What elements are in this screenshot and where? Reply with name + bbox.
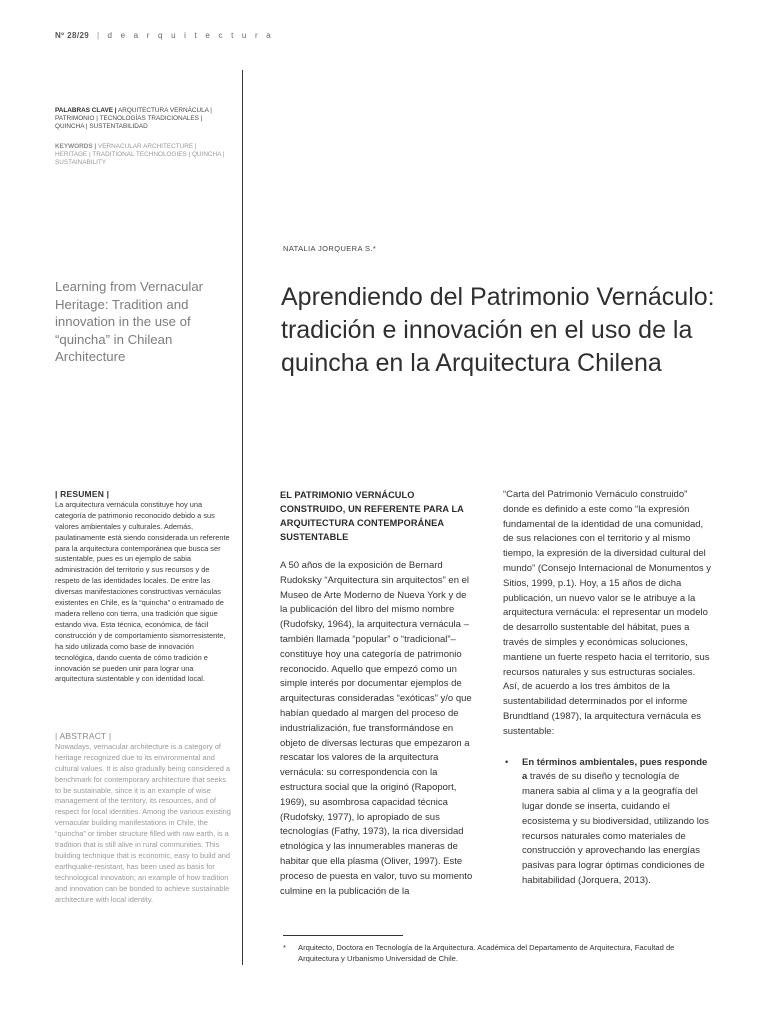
keywords-english-label: KEYWORDS | xyxy=(55,143,97,150)
keywords-english-text: VERNACULAR ARCHITECTURE | HERITAGE | TRADITIONAL TECHNOLOGIES | QUINCHA | SUSTAINABILITY xyxy=(55,143,225,166)
running-header xyxy=(55,31,274,40)
body-paragraph-2: “Carta del Patrimonio Vernáculo construido” donde es definido a este como “la expresión fundamental de la identidad de una comunidad, de sus relaciones con el territorio y al mismo tiempo, la expresión de la diversidad cultural del mundo” (Consejo Internacional de Monumentos y Sitios, 1999, p.1). Hoy, a 15 años de dicha publicación, un nuevo valor se le atribuye a la arquitectura vernácula: el representar un modelo de desarrollo sustentable del hábitat, pues a través de simples y económicas soluciones, mantiene un fuerte respeto hacia el territorio, sus recursos naturales y sus estructuras sociales. Así, de acuerdo a los tres ámbitos de la sustentabilidad determinados por el informe Brundtland (1987), la arquitectura vernácula es sustentable: xyxy=(503,489,712,737)
column-divider xyxy=(242,70,243,965)
bullet-lead: En términos ambientales, pues responde a xyxy=(522,756,708,783)
journal-name: d e a r q u i t e c t u r a xyxy=(107,31,274,40)
keywords-spanish-text: ARQUITECTURA VERNÁCULA | PATRIMONIO | TECNOLOGÍAS TRADICIONALES | QUINCHA | SUSTENTABILIDAD xyxy=(55,107,212,130)
footnote-mark: * xyxy=(283,943,286,952)
keywords-english xyxy=(55,143,227,167)
resumen-text: La arquitectura vernácula constituye hoy una categoría de patrimonio reconocido debido a sus valores ambientales y culturales. Además, paulatinamente está siendo considerada un referente para la arquitectura contemporánea que busca ser sustentable, pues es un ejemplo de sabia administración del territorio y sus recursos y de respeto de las identidades locales. De entre las diversas manifestaciones constructivas vernáculas existentes en Chile, es la “quincha” o entramado de madera relleno con tierra, una tradición que sigue estando viva. Esta técnica, económica, de fácil construcción y de comportamiento sismorresistente, ha sido utilizada como base de innovación tecnológica, dando cuenta de cómo tradición e innovación se pueden unir para lograr una arquitectura sustentable y con identidad local. xyxy=(55,499,230,684)
resumen-block xyxy=(55,489,233,685)
bullet-item xyxy=(503,756,713,889)
keywords-spanish-label: PALABRAS CLAVE | xyxy=(55,107,117,114)
author-name: NATALIA JORQUERA S.* xyxy=(283,244,377,253)
footnote-rule xyxy=(283,935,403,936)
resumen-heading: | RESUMEN | xyxy=(55,489,110,499)
bullet-marker: • xyxy=(505,756,509,768)
footnote-text: Arquitecto, Doctora en Tecnología de la Arquitectura. Académica del Departamento de Arquitectura, Facultad de Arquitectura y Urbanismo Universidad de Chile. xyxy=(298,943,675,963)
body-column-2 xyxy=(503,488,713,889)
body-paragraph-1: A 50 años de la exposición de Bernard Rudoksky “Arquitectura sin arquitectos” en el Museo de Arte Moderno de Nueva York y de la publicación del libro del mismo nombre (Rudofsky, 1964), la arquitectura vernácula –también llamada “popular” o “tradicional”– constituye hoy una categoría de patrimonio reconocido. Aquello que empezó como un simple interés por documentar ejemplos de arquitecturas consideradas “exóticas” y/o que habían quedado al margen del proceso de industrialización, fue transformándose en objeto de diversas lecturas que empezaron a rescatar los valores de la arquitectura vernácula: su correspondencia con la estructura social que la originó (Rapoport, 1969), su asombrosa capacidad técnica (Rudofsky, 1977), lo apropiado de sus tecnologías (Fathy, 1973), la rica diversidad etnológica y las innumerables maneras de habitar que ella plasma (Oliver, 1997). Este proceso de puesta en valor, tuvo su momento culmine en la publicación de la xyxy=(280,560,473,897)
english-title: Learning from Vernacular Heritage: Tradition and innovation in the use of “quincha” in Chilean Architecture xyxy=(55,279,204,365)
abstract-heading: | ABSTRACT | xyxy=(55,731,112,741)
abstract-text: Nowadays, vernacular architecture is a category of heritage recognized due to its environmental and cultural values. It is also gradually being considered a benchmark for contemporary architecture that seeks to be sustainable, since it is an example of wise management of the territory, its resources, and of respect for local identities. Among the various existing vernacular building manifestations in Chile, the “quincha” or timber structure filled with raw earth, is a tradition that is still alive in rural communities. This building technique that is economic, easy to build and earthquake-resistant, has been used as basis for technological innovation; an example of how tradition and innovation can be bonded to achieve sustainable architecture with local identity. xyxy=(55,741,231,904)
issue-number: Nº 28/29 xyxy=(55,31,90,40)
bullet-text: través de su diseño y tecnología de manera sabia al clima y a la geografía del lugar donde se inserta, cuidando el ecosistema y su biodiversidad, utilizando los recursos naturales como materiales de construcción y aprovechando las energías pasivas para lograr óptimas condiciones de habitabilidad (Jorquera, 2013). xyxy=(522,771,709,886)
article-title: Aprendiendo del Patrimonio Vernáculo: tradición e innovación en el uso de la quincha en la Arquitectura Chilena xyxy=(281,283,715,377)
section-heading: EL PATRIMONIO VERNÁCULO CONSTRUIDO, UN REFERENTE PARA LA ARQUITECTURA CONTEMPORÁNEA SUSTENTABLE xyxy=(280,490,464,542)
abstract-block xyxy=(55,731,233,906)
body-column-1 xyxy=(280,488,476,899)
header-separator: | xyxy=(96,31,100,40)
footnote xyxy=(283,942,713,964)
keywords-spanish xyxy=(55,107,227,131)
